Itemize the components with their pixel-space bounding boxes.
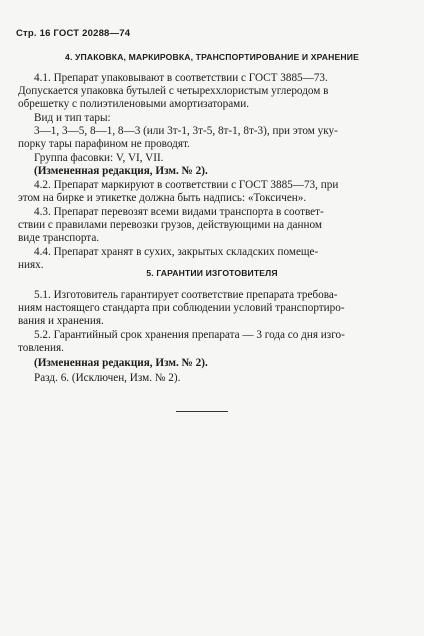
end-divider	[176, 411, 228, 412]
paragraph-line: Допускается упаковка бутылей с четыреххлористым углеродом в	[18, 85, 329, 97]
paragraph-line: 5.1. Изготовитель гарантирует соответствие препарата требова-	[34, 289, 338, 301]
paragraph-line: Группа фасовки: V, VI, VII.	[34, 152, 164, 164]
paragraph-line: обрешетку с полиэтиленовыми амортизаторами.	[18, 98, 250, 110]
paragraph-line: 4.4. Препарат хранят в сухих, закрытых складских помеще-	[34, 246, 319, 258]
paragraph-line: вания и хранения.	[18, 315, 104, 327]
paragraph-line: 4.3. Препарат перевозят всеми видами транспорта в соответ-	[34, 206, 324, 218]
amendment-note: (Измененная редакция, Изм. № 2).	[34, 357, 208, 369]
page-header: Стр. 16 ГОСТ 20288—74	[16, 28, 131, 39]
paragraph-line: 4.2. Препарат маркируют в соответствии с ГОСТ 3885—73, при	[34, 179, 339, 191]
paragraph-line: 5.2. Гарантийный срок хранения препарата — 3 года со дня изго-	[34, 329, 345, 341]
amendment-note: (Измененная редакция, Изм. № 2).	[34, 165, 208, 177]
section-6-note: Разд. 6. (Исключен, Изм. № 2).	[34, 372, 181, 384]
paragraph-line: 4.1. Препарат упаковывают в соответствии с ГОСТ 3885—73.	[34, 72, 328, 84]
paragraph-line: товления.	[18, 342, 64, 354]
paragraph-line: ствии с правилами перевозки грузов, действующими на данном	[18, 219, 322, 231]
paragraph-line: ниям настоящего стандарта при соблюдении условий транспортиро-	[18, 302, 345, 314]
paragraph-line: Вид и тип тары:	[34, 112, 111, 124]
paragraph-line: ниях.	[18, 259, 44, 271]
section-4-heading: 4. УПАКОВКА, МАРКИРОВКА, ТРАНСПОРТИРОВАНИЕ И ХРАНЕНИЕ	[65, 52, 359, 62]
paragraph-line: порку тары парафином не проводят.	[18, 138, 190, 150]
paragraph-line: этом на бирке и этикетке должна быть надпись: «Токсичен».	[18, 192, 307, 204]
section-5-heading: 5. ГАРАНТИИ ИЗГОТОВИТЕЛЯ	[146, 268, 278, 278]
paragraph-line: виде транспорта.	[18, 232, 100, 244]
paragraph-line: 3—1, 3—5, 8—1, 8—3 (или 3т-1, 3т-5, 8т-1, 8т-3), при этом уку-	[34, 125, 338, 137]
